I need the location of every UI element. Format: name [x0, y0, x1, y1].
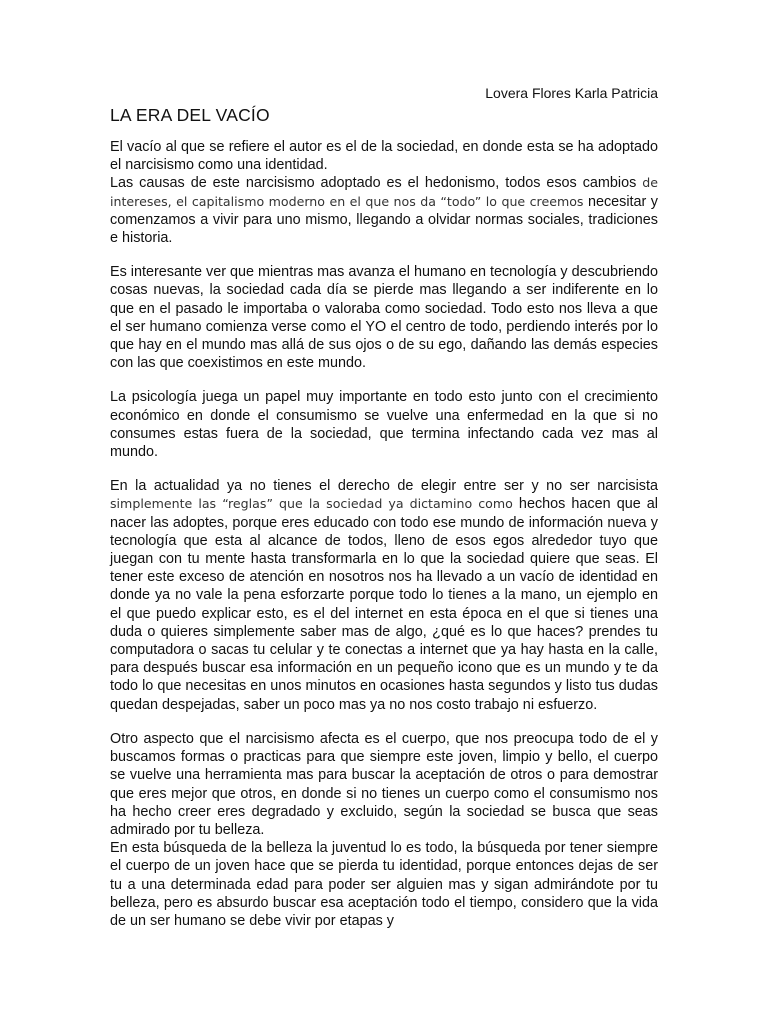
- paragraph-text: La psicología juega un papel muy importante en todo esto junto con el crecimiento económico en donde el consumismo se vuelve una enfermedad en la que si no consumes estas fuera de la sociedad, que termina infectando cada vez mas al mundo.: [110, 389, 658, 461]
- paragraph-text: En esta búsqueda de la belleza la juventud lo es todo, la búsqueda por tener siempre el cuerpo de un joven hace que se pierda tu identidad, porque entonces dejas de ser tu a una determinada edad para poder ser alguien mas y sigan admirándote por tu belleza, pero es absurdo buscar esa aceptación todo el tiempo, considero que la vida de un ser humano se debe vivir por etapas y: [110, 840, 658, 929]
- paragraph-text-alt-font: simplemente las “reglas” que la sociedad ya dictamino como: [110, 496, 513, 512]
- paragraph-5: [110, 477, 658, 714]
- paragraph-2: [110, 174, 658, 247]
- paragraph-1: [110, 138, 658, 174]
- paragraph-spacer: [110, 714, 658, 730]
- paragraph-spacer: [110, 461, 658, 477]
- paragraph-spacer: [110, 247, 658, 263]
- paragraph-text: Es interesante ver que mientras mas avanza el humano en tecnología y descubriendo cosas nuevas, la sociedad cada día se pierde mas llegando a ser indiferente en lo que en el pasado le importaba o valoraba como sociedad. Todo esto nos lleva a que el ser humano comienza verse como el YO el centro de todo, perdiendo interés por lo que hay en el mundo mas allá de sus ojos o de su ego, dañando las demás especies con las que coexistimos en este mundo.: [110, 264, 658, 372]
- paragraph-text: Otro aspecto que el narcisismo afecta es el cuerpo, que nos preocupa todo de el y buscamos formas o practicas para que siempre este joven, limpio y bello, el cuerpo se vuelve una herramienta mas para buscar la aceptación de otros o para demostrar que eres mejor que otros, en donde si no tienes un cuerpo como el consumismo nos ha hecho creer eres degradado y excluido, según la sociedad se busca que seas admirado por tu belleza.: [110, 730, 658, 838]
- paragraph-spacer: [110, 372, 658, 388]
- paragraph-text: necesitar y comenzamos a vivir para uno mismo, llegando a olvidar normas sociales, tradiciones e historia.: [110, 193, 658, 247]
- paragraph-3: [110, 263, 658, 372]
- paragraph-text: Las causas de este narcisismo adoptado es el hedonismo, todos esos cambios: [110, 175, 643, 192]
- paragraph-4: [110, 388, 658, 461]
- paragraph-text: En la actualidad ya no tienes el derecho de elegir entre ser y no ser narcisista: [110, 478, 658, 495]
- paragraph-text: hechos hacen que al nacer las adoptes, porque eres educado con todo ese mundo de información nueva y tecnología que esta al alcance de todos, lleno de esos egos alrededor tuyo que juegan con tu mente hasta transformarla en lo que la sociedad quiere que seas. El tener este exceso de atención en nosotros nos ha llevado a un vacío de identidad en donde ya no vale la pena esforzarte porque todo lo tienes a la mano, un ejemplo en el que puedo explicar esto, es el del internet en esta época en el que si tienes una duda o quieres simplemente saber mas de algo, ¿qué es lo que haces? prendes tu computadora o sacas tu celular y te conectas a internet que ya hay hasta en la calle, para después buscar esa información en un pequeño icono que es un mundo y te da todo lo que necesitas en unos minutos en ocasiones hasta segundos y listo tus dudas quedan despejadas, saber un poco mas ya no nos costo trabajo ni esfuerzo.: [110, 496, 658, 713]
- paragraph-text-alt-font: de intereses, el capitalismo moderno en el que nos da “todo” lo que creemos: [110, 175, 658, 209]
- document-title: LA ERA DEL VACÍO: [110, 105, 270, 125]
- document-body: [110, 84, 658, 930]
- paragraph-7: [110, 839, 658, 930]
- author-name: Lovera Flores Karla Patricia: [485, 85, 658, 101]
- paragraph-6: [110, 730, 658, 839]
- paragraph-text: El vacío al que se refiere el autor es el de la sociedad, en donde esta se ha adoptado el narcisismo como una identidad.: [110, 139, 658, 174]
